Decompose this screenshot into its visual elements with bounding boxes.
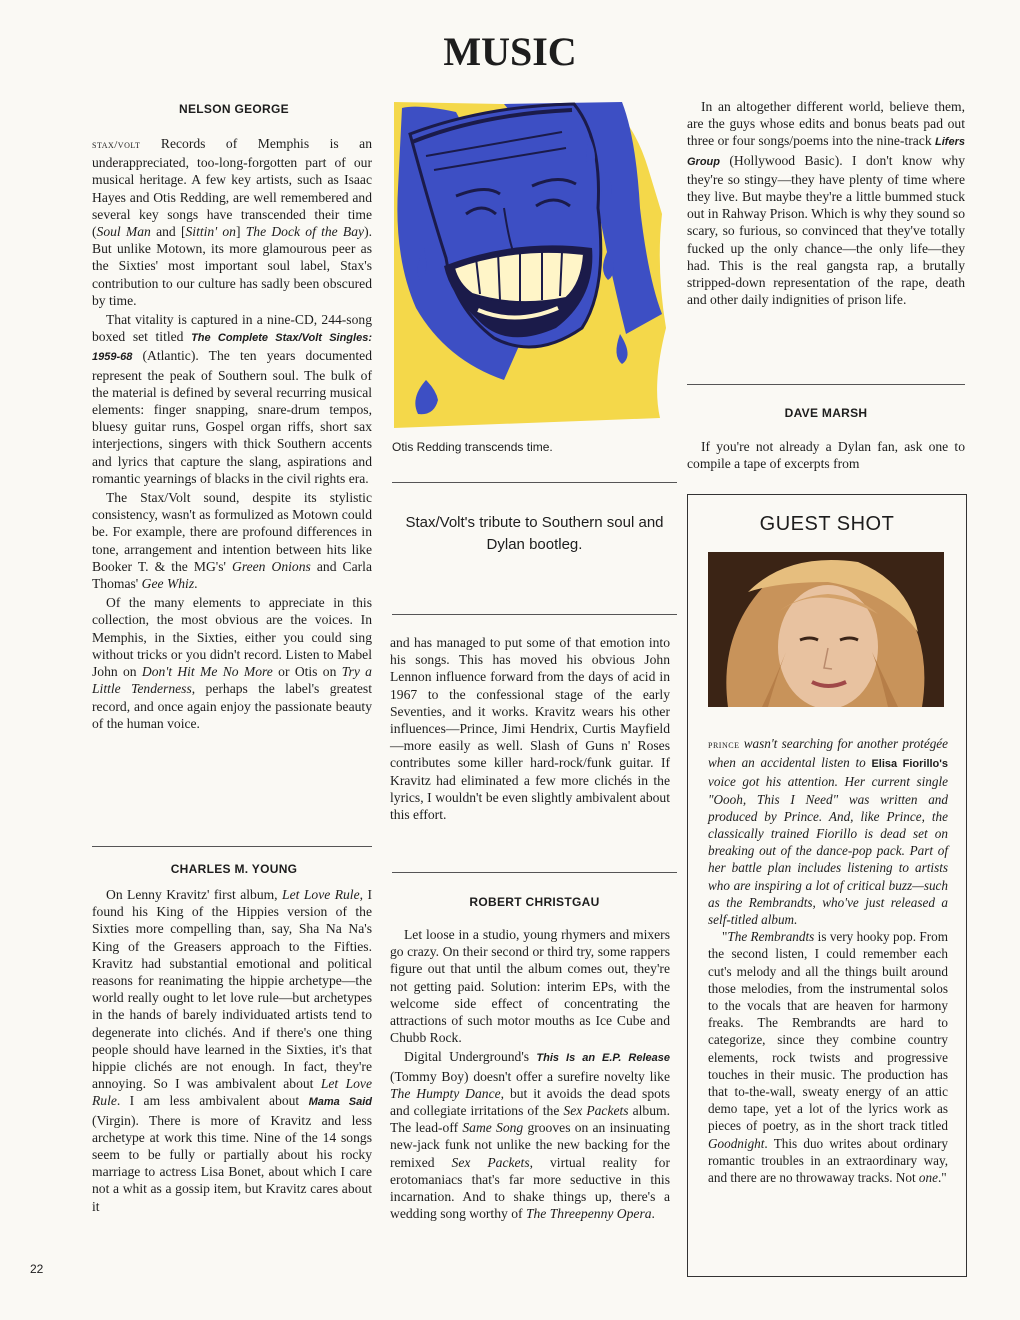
- paragraph: If you're not already a Dylan fan, ask one to compile a tape of excerpts from: [687, 439, 965, 472]
- article-rap-eps: [390, 926, 670, 1224]
- article-stax-volt: [92, 135, 372, 734]
- article-lifers-group: [687, 98, 965, 310]
- section-divider: [392, 482, 677, 483]
- page-title: MUSIC: [443, 29, 577, 74]
- page-number: 22: [30, 1262, 44, 1276]
- article-lenny-kravitz: [92, 886, 372, 1217]
- paragraph: Let loose in a studio, young rhymers and mixers go crazy. On their second or third try, some rappers figure out that until the album comes out, they're not getting paid. Solution: interim EPs, with the welcome side effect of concentrating the attractions of such motor mouths as Ice Cube and Chubb Rock.: [390, 927, 670, 1046]
- paragraph: The Stax/Volt sound, despite its stylistic consistency, wasn't as formulized as Motown could be. For example, there are profound differences in tone, arrangement and intention between hits like Booker T. & the MG's' Green Onions and Carla Thomas' Gee Whiz.: [92, 490, 372, 592]
- paragraph: and has managed to put some of that emotion into his songs. This has moved his obvious John Lennon influence forward from the days of acid in 1967 to the confessional stage of the early Seventies, and it works. Kravitz wears his other influences—Prince, Jimi Hendrix, Curtis Mayfield—more easily as well. Slash of Guns n' Roses contributes some killer hard-rock/funk guitar. If Kravitz had eliminated a few more clichés in the lyrics, I wouldn't be even slightly ambivalent about this effort.: [390, 635, 670, 823]
- section-divider: [92, 846, 372, 847]
- illustration-caption: Otis Redding transcends time.: [392, 440, 553, 454]
- section-divider: [392, 614, 677, 615]
- guest-shot-box: [687, 494, 967, 1277]
- section-divider: [687, 384, 965, 385]
- paragraph: That vitality is captured in a nine-CD, 244-song boxed set titled The Complete Stax/Volt Singles: 1959-68 (Atlantic). The ten years documented represent the peak of Southern soul. The bulk of the material is defined by several recurring musical elements: finger snapping, snare-drum tempos, bluesy guitar runs, Gospel organ riffs, short sax interjections, singers with thick Southern accents and lyrics that capture the slang, aspirations and romantic yearnings of blacks in the civil rights era.: [92, 312, 372, 486]
- article-lenny-kravitz-cont: [390, 634, 670, 825]
- byline-robert-christgau: ROBERT CHRISTGAU: [469, 895, 600, 909]
- paragraph: On Lenny Kravitz' first album, Let Love Rule, I found his King of the Hippies version of the Sixties more compelling than, say, Sha Na Na's King of the Greasers approach to the Fifties. Kravitz had substantial emotional and political reasons for reanimating the hippie archetype—the world really ought to let love rule—but archetypes in the hands of barely individuated artists tend to degenerate into clichés. And if there's one thing people should have learned in the Sixties, it's that hippie clichés are not enough. In fact, they're annoying. So I was ambivalent about Let Love Rule. I am less ambivalent about Mama Said (Virgin). There is more of Kravitz and less archetype at work this time. Nine of the 14 songs seem to be fully or partially about his rocky marriage to actress Lisa Bonet, about which I care not a whit as a gossip item, but Kravitz cares about it: [92, 887, 372, 1214]
- guest-shot-body: [708, 735, 948, 1186]
- paragraph: stax/volt Records of Memphis is an underappreciated, too-long-forgotten part of our musical heritage. A few key artists, such as Isaac Hayes and Otis Redding, are well remembered and several key songs have transcended their time (Soul Man and [Sittin' on] The Dock of the Bay). But unlike Motown, its more glamourous peer as the Sixties' most important soul label, Stax's contribution to our culture has sadly been obscured by time.: [92, 136, 372, 308]
- section-divider: [392, 872, 677, 873]
- paragraph: Digital Underground's This Is an E.P. Release (Tommy Boy) doesn't offer a surefire novelty like The Humpty Dance, but it avoids the dead spots and collegiate irritations of the Sex Packets album. The lead-off Same Song grooves on an insinuating new-jack funk not unlike the new backing for the remixed Sex Packets, virtual reality for erotomaniacs that's far more seductive in this incarnation. And to shake things up, there's a wedding song worthy of The Threepenny Opera.: [390, 1049, 671, 1222]
- byline-nelson-george: NELSON GEORGE: [179, 102, 289, 116]
- article-dylan: [687, 438, 965, 474]
- paragraph: "The Rembrandts is very hooky pop. From the second listen, I could remember each cut's melody and all the things built around those melodies, from the instrumental solos to the vocals that are heaven for harmony freaks. The Rembrandts are hard to categorize, since they combine country elements, rock twists and progressive touches in their music. The production has that to-the-wall, sweaty energy of an attic demo tape, yet a lot of the lyrics work as pieces of poetry, as in the short track titled Goodnight. This duo writes about ordinary romantic troubles in an extraordinary way, and there are no throwaway tracks. Not one.": [708, 929, 948, 1186]
- elisa-fiorillo-photo: [708, 552, 944, 707]
- otis-redding-illustration: [386, 98, 670, 436]
- paragraph: In an altogether different world, believe them, are the guys whose edits and bonus beats pad out three or four songs/poems into the nine-track Lifers Group (Hollywood Basic). I don't know why they're so stingy—they have plenty of time where they live. But maybe they're a little bummed stuck out in Rahway Prison. Which is why they sound so scary, so furious, so convinced that they've totally fucked up the only chance—the only life—they had. This is the real gangsta rap, a brutally stripped-down representation of the rape, death and other daily indignities of prison life.: [687, 99, 965, 308]
- byline-charles-m-young: CHARLES M. YOUNG: [170, 862, 298, 876]
- paragraph: Of the many elements to appreciate in this collection, the most obvious are the voices. In Memphis, in the Sixties, either you could sing without tricks or you didn't record. Listen to Mabel John on Don't Hit Me No More or Otis on Try a Little Tenderness, perhaps the label's greatest record, and once again enjoy the passionate beauty of the human voice.: [92, 595, 372, 731]
- pull-quote: Stax/Volt's tribute to Southern soul and Dylan bootleg.: [405, 514, 664, 553]
- paragraph: prince wasn't searching for another protégée when an accidental listen to Elisa Fiorillo's voice got his attention. Her current single "Oooh, This I Need" was written and produced by Prince. And, like Prince, the classically trained Fiorillo is dead set on breaking out of the dance-pop pack. Part of her battle plan includes listening to artists who are inspiring a lot of critical buzz—such as the Rembrandts, who've just released a self-titled album.: [708, 736, 949, 928]
- guest-shot-title: GUEST SHOT: [759, 513, 895, 535]
- byline-dave-marsh: DAVE MARSH: [784, 406, 868, 420]
